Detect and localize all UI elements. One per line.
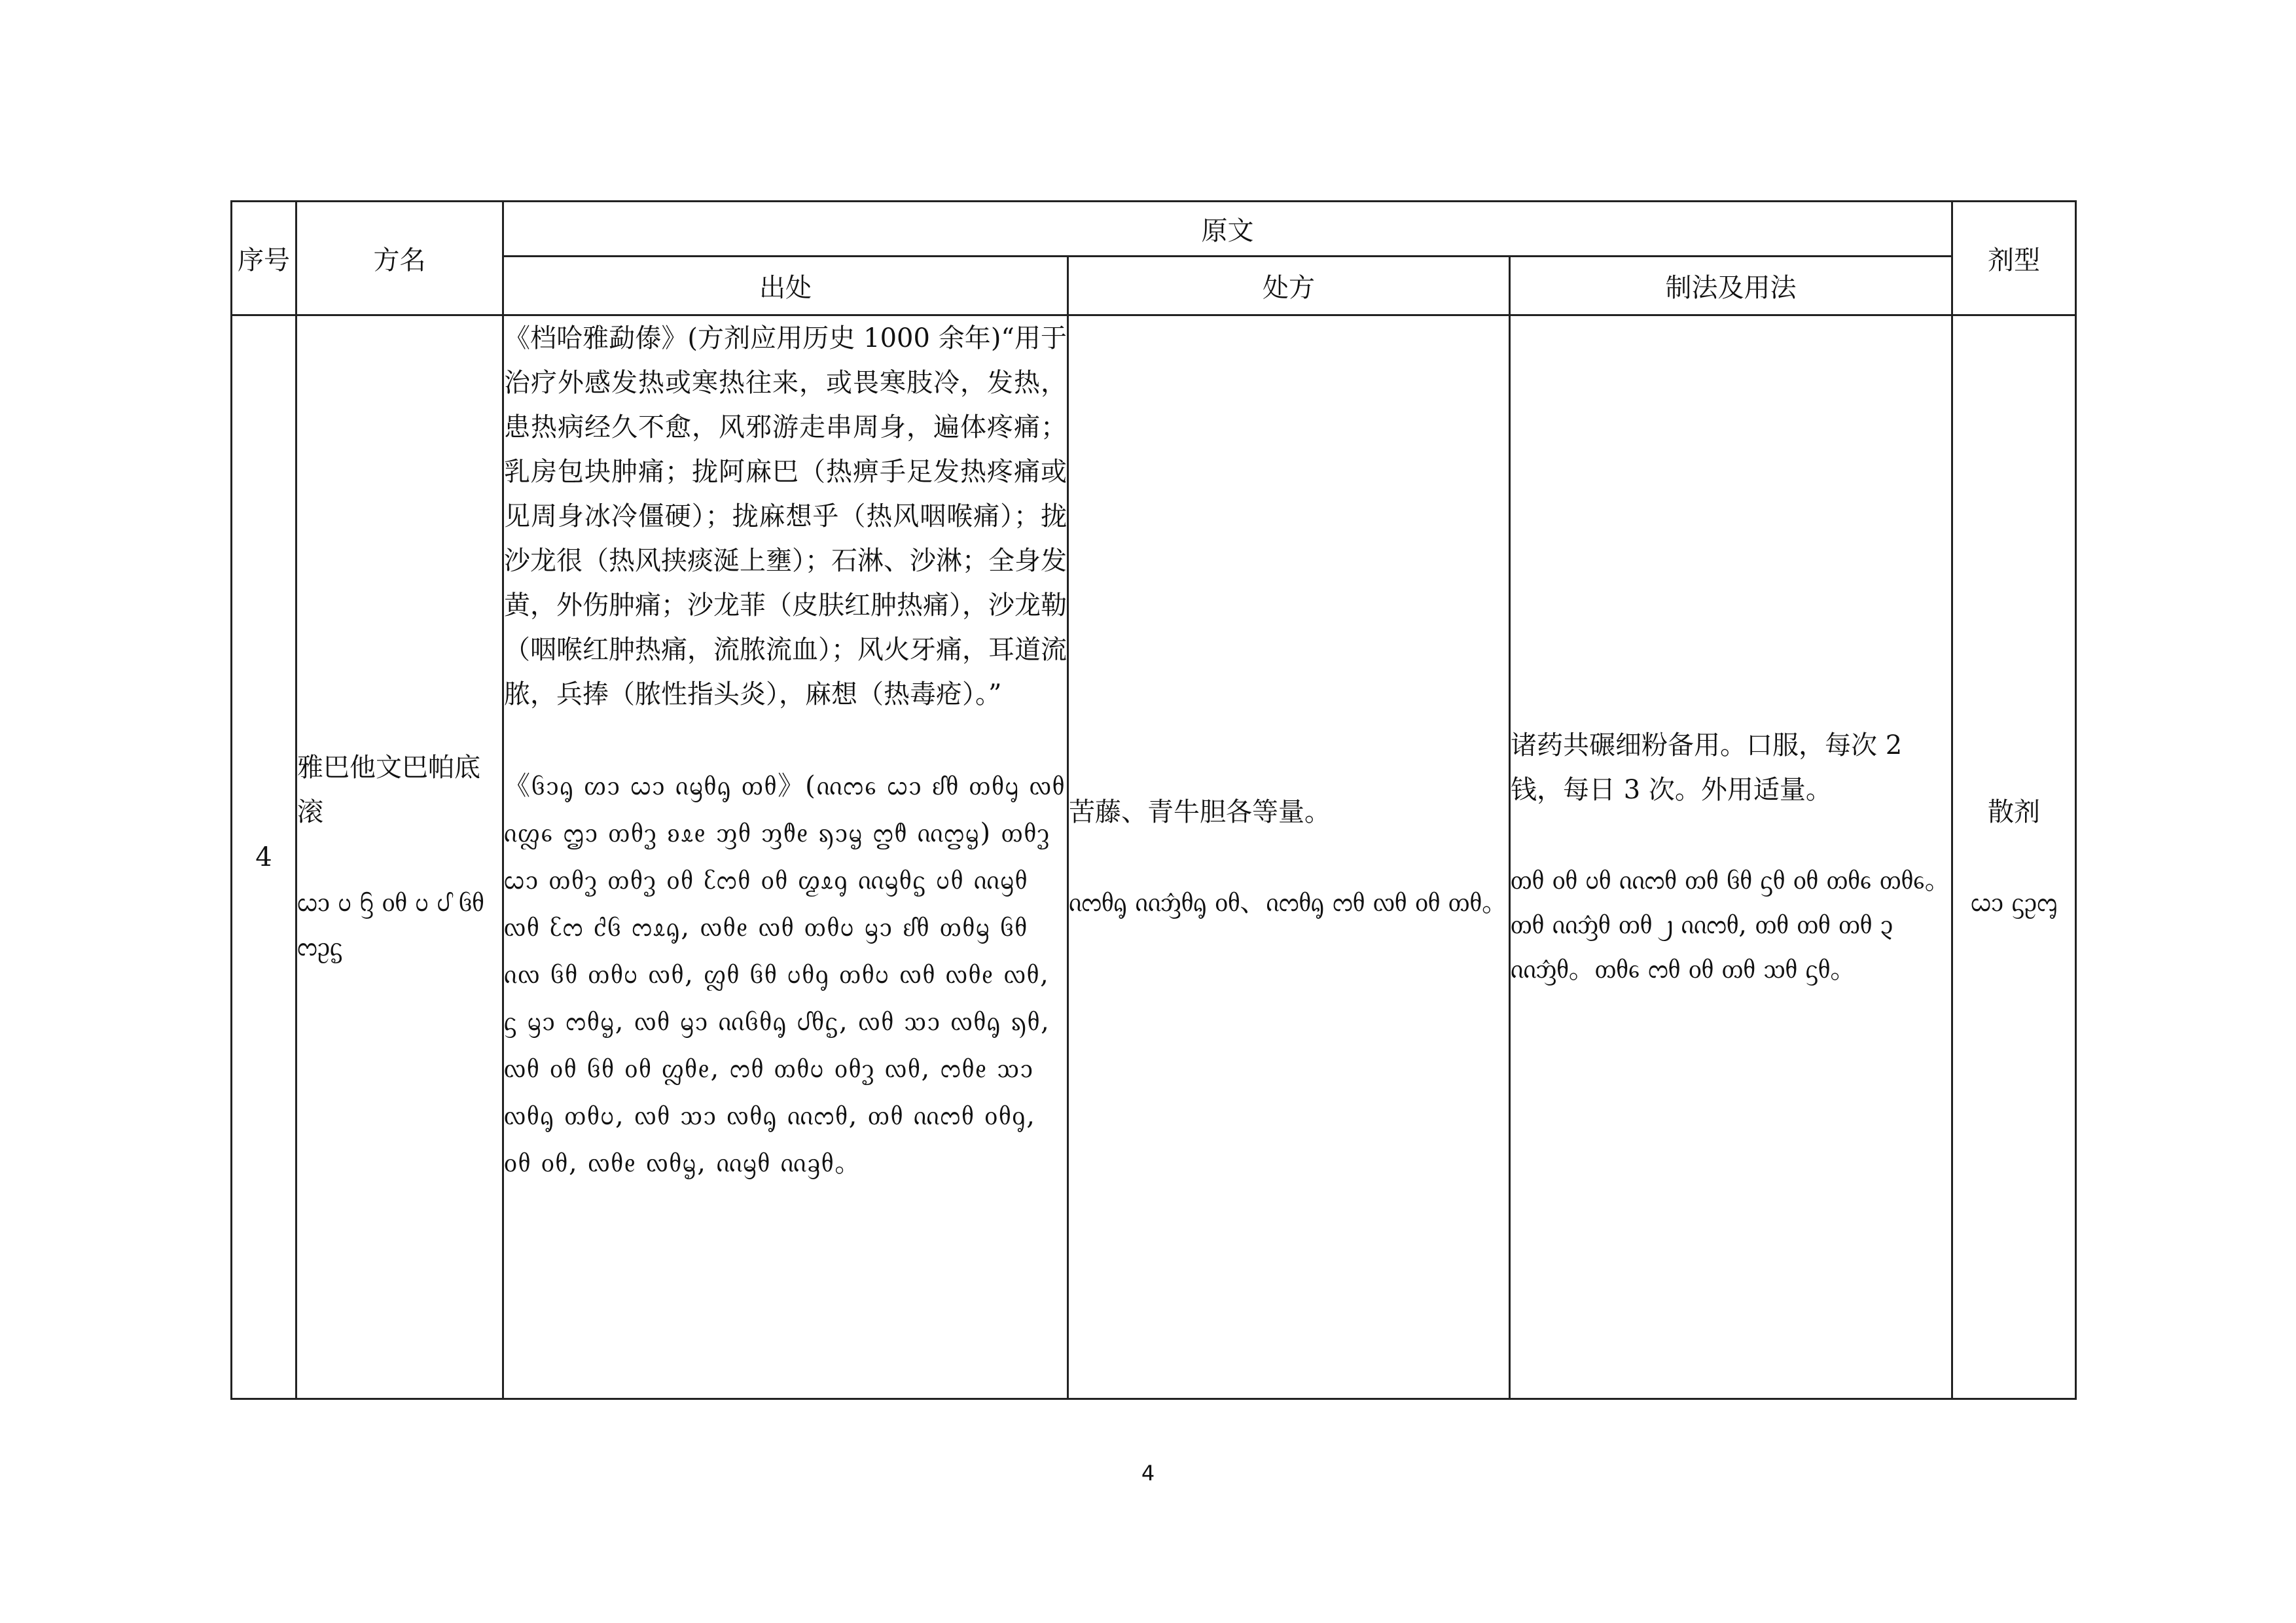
formula-name-tai: ᦍᦱ ᦢ ᦌ ᦞᦲ ᦢ ᦔ ᦑᦲ ᦂᦳᧃ	[297, 887, 484, 962]
row-name-cell	[296, 315, 503, 1399]
prescription-text-tai: ᦵᦂᦲᧂ ᦶᦁᦲᧂ ᦞᦲ、ᦵᦂᦲᧂ ᦂᦲ ᦟᦲ ᦞᦲ ᦎᦲ。	[1069, 887, 1508, 918]
dosage-form-tai: ᦍᦱ ᦓᦳᧅ	[1971, 887, 2058, 918]
prescription-text-cn: 苦藤、青牛胆各等量。	[1069, 796, 1331, 827]
formula-table	[230, 200, 2077, 1400]
formula-name-cn: 雅巴他文巴帕底滚	[297, 752, 480, 827]
header-name: 方名	[296, 202, 503, 315]
row-preparation-cell	[1510, 315, 1952, 1399]
preparation-text-tai: ᦎᦲ ᦞᦲ ᦢᦲ ᦶᦂᦲ ᦎᦲ ᦑᦲ ᦓᦲ ᦞᦲ ᦎᦲᧈ ᦎᦲᧈ。ᦎᦲ ᦶᦁᦲ ᦎᦲ ᧒ ᦶᦂᦲ, ᦎᦲ ᦎᦲ ᦎᦲ ᧓ ᦶᦁᦲ。ᦎᦲᧈ ᦂᦲ ᦞᦲ ᦎᦲ ᦉᦲ ᦓᦲ。	[1511, 865, 1951, 984]
row-form-cell	[1952, 315, 2076, 1399]
page-number: 4	[1141, 1461, 1155, 1486]
row-prescription-cell	[1068, 315, 1510, 1399]
header-original: 原文	[503, 202, 1952, 257]
source-text-cn: 《档哈雅勐傣》(方剂应用历史 1000 余年)“用于治疗外感发热或寒热往来，或畏寒肢冷，发热，患热病经久不愈，风邪游走串周身，遍体疼痛；乳房包块肿痛；拢阿麻巴（热痹手足发热疼痛或见周身冰冷僵硬）；拢麻想乎（热风咽喉痛）；拢沙龙很（热风挟痰涎上壅）；石淋、沙淋；全身发黄，外伤肿痛；沙龙菲（皮肤红肿热痛），沙龙勒（咽喉红肿热痛，流脓流血）；风火牙痛，耳道流脓，兵捧（脓性指头炎），麻想（热毒疮）。”	[504, 323, 1067, 709]
row-seq: 4	[232, 315, 296, 1399]
header-preparation: 制法及用法	[1510, 257, 1952, 315]
table-row	[232, 315, 2076, 1399]
header-seq: 序号	[232, 202, 296, 315]
preparation-text-cn: 诸药共碾细粉备用。口服，每次 2 钱，每日 3 次。外用适量。	[1511, 730, 1903, 805]
header-dosage-form: 剂型	[1952, 202, 2076, 315]
dosage-form-cn: 散剂	[1988, 796, 2041, 827]
header-prescription: 处方	[1068, 257, 1510, 315]
header-source: 出处	[503, 257, 1068, 315]
source-text-tai: 《ᦑᦱᧂ ᦠᦱ ᦍᦱ ᦵᦙᦲᧂ ᦎᦲ》(ᦶᦂᧈ ᦍᦱ ᦊᦲ ᦎᦲᧇ ᦟᦲ ᦵᦜᧈ ᦗᦱ ᦎᦲᧆ ᦈᦸᧉ ᦀᦲ ᦀᦹᧉ ᦣᦱᧄ ᦦᦹ ᦶᦦᧄ) ᦎᦲᧆ ᦍᦱ ᦎᦲᧆ ᦎᦲᧆ ᦞᦲ ᦷᦂᦲ ᦞᦲ ᦖᦸᧁ ᦶᦙᦲᧃ ᦢᦲ ᦶᦙᦲ ᦟᦲ ᦷᦂ ᦺᦑ ᦂᦸᧂ, ᦟᦲᧉ ᦟᦲ ᦎᦲᦢ ᦙᦱ ᦊᦲ ᦎᦲᦙ ᦑᦲ ᦵᦟ ᦑᦲ ᦎᦲᦢ ᦟᦲ, ᦜᦲ ᦑᦲ ᦢᦲᧁ ᦎᦲᦢ ᦟᦲ ᦟᦲᧉ ᦟᦲ, ᦓ ᦙᦱ ᦂᦲᧄ, ᦟᦲ ᦙᦱ ᦶᦑᦲᧂ ᦔᦲᧃ, ᦟᦲ ᦉᦱ ᦟᦲᧂ ᦣᦲ, ᦟᦲ ᦞᦲ ᦑᦲ ᦞᦲ ᦜᦲᧉ, ᦂᦲ ᦎᦲᦢ ᦞᦲᧆ ᦟᦲ, ᦂᦲᧉ ᦉᦱ ᦟᦲᧂ ᦎᦲᦢ, ᦟᦲ ᦉᦱ ᦟᦲᧂ ᦶᦂᦲ, ᦎᦲ ᦶᦂᦲ ᦞᦲᧁ, ᦞᦲ ᦞᦲ, ᦟᦲᧉ ᦟᦲᧄ, ᦶᦙᦲ ᦶᦃᦲ。	[504, 771, 1066, 1178]
row-source-cell	[503, 315, 1068, 1399]
